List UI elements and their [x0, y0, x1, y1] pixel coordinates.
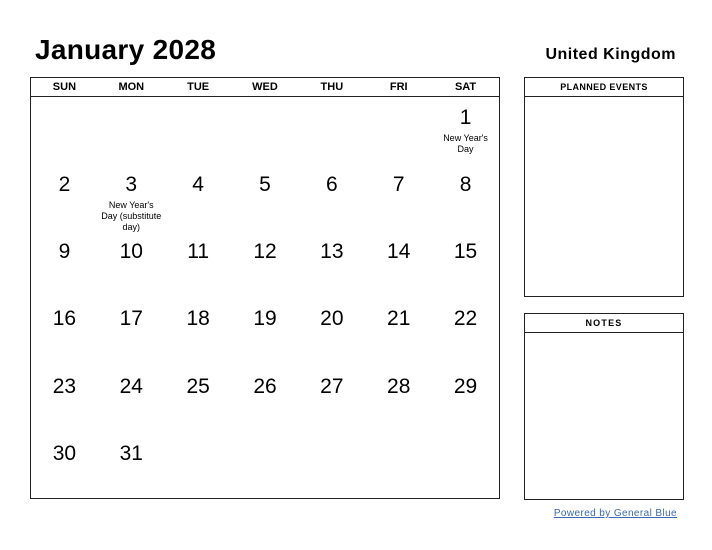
empty-day-cell	[165, 433, 232, 500]
empty-day-cell	[298, 433, 365, 500]
powered-by-link[interactable]: Powered by General Blue	[553, 508, 677, 519]
day-cell	[98, 164, 165, 231]
day-number: 3	[125, 173, 138, 196]
day-cell	[365, 298, 432, 366]
day-cell	[365, 164, 432, 231]
day-cell	[365, 366, 432, 433]
day-number: 17	[119, 307, 143, 330]
day-cell	[432, 231, 499, 298]
empty-day-cell	[365, 433, 432, 500]
day-cell	[232, 164, 299, 231]
day-cell	[432, 366, 499, 433]
day-number: 18	[186, 307, 210, 330]
day-number: 12	[253, 240, 277, 263]
day-number: 19	[253, 307, 277, 330]
day-cell	[31, 231, 98, 298]
day-cell	[31, 366, 98, 433]
weekday-thu: THU	[320, 81, 344, 93]
day-cell	[232, 366, 299, 433]
country-label: United Kingdom	[545, 46, 676, 63]
day-cell	[298, 231, 365, 298]
weekday-sun: SUN	[52, 81, 77, 93]
day-cell	[232, 231, 299, 298]
day-cell	[31, 298, 98, 366]
day-cell	[98, 231, 165, 298]
day-number: 14	[387, 240, 411, 263]
day-cell	[165, 164, 232, 231]
day-cell	[432, 298, 499, 366]
day-cell	[165, 231, 232, 298]
empty-day-cell	[232, 433, 299, 500]
day-number: 6	[326, 173, 338, 196]
day-number: 29	[453, 375, 478, 398]
day-number: 11	[187, 240, 210, 263]
empty-day-cell	[165, 97, 232, 164]
day-cell	[365, 231, 432, 298]
empty-day-cell	[365, 97, 432, 164]
empty-day-cell	[432, 433, 499, 500]
day-number: 13	[320, 240, 344, 263]
day-cell	[98, 366, 165, 433]
day-cell	[98, 298, 165, 366]
day-cell	[432, 164, 499, 231]
day-number: 21	[387, 307, 411, 330]
day-number: 27	[320, 375, 344, 398]
day-number: 30	[52, 442, 77, 465]
day-number: 7	[392, 173, 405, 196]
page-title: January 2028	[35, 34, 217, 65]
day-number: 4	[192, 173, 204, 196]
calendar-grid	[30, 77, 500, 499]
day-cell	[298, 366, 365, 433]
day-cell	[298, 164, 365, 231]
weekday-sat: SAT	[454, 81, 477, 93]
day-number: 20	[320, 307, 344, 330]
day-cell	[432, 97, 499, 164]
day-number: 26	[253, 375, 277, 398]
day-number: 22	[453, 307, 478, 330]
weekday-wed: WED	[252, 81, 278, 93]
planned-events-header: PLANNED EVENTS	[525, 78, 683, 97]
weekday-mon: MON	[118, 81, 145, 93]
day-number: 23	[52, 375, 77, 398]
day-number: 8	[459, 173, 472, 196]
calendar-days	[31, 97, 499, 500]
holiday-label: New Year's Day (substitute day)	[101, 200, 162, 232]
day-number: 5	[259, 173, 271, 196]
day-number: 10	[119, 240, 143, 263]
planned-events-panel	[524, 77, 684, 297]
day-number: 28	[387, 375, 411, 398]
day-cell	[232, 298, 299, 366]
day-number: 31	[119, 442, 143, 465]
day-cell	[31, 164, 98, 231]
day-number: 16	[52, 307, 77, 330]
empty-day-cell	[298, 97, 365, 164]
day-number: 9	[58, 240, 71, 263]
holiday-label: New Year's Day	[443, 133, 488, 154]
weekday-header-row	[31, 78, 499, 97]
day-number: 15	[453, 240, 478, 263]
empty-day-cell	[232, 97, 299, 164]
day-cell	[165, 366, 232, 433]
notes-panel	[524, 313, 684, 500]
day-cell	[98, 433, 165, 500]
day-number: 25	[186, 375, 210, 398]
day-cell	[298, 298, 365, 366]
notes-header: NOTES	[525, 314, 683, 333]
empty-day-cell	[98, 97, 165, 164]
day-cell	[165, 298, 232, 366]
day-number: 2	[58, 173, 71, 196]
day-number: 24	[119, 375, 143, 398]
weekday-fri: FRI	[389, 81, 408, 93]
weekday-tue: TUE	[187, 81, 210, 93]
empty-day-cell	[31, 97, 98, 164]
day-cell	[31, 433, 98, 500]
day-number: 1	[459, 106, 472, 129]
